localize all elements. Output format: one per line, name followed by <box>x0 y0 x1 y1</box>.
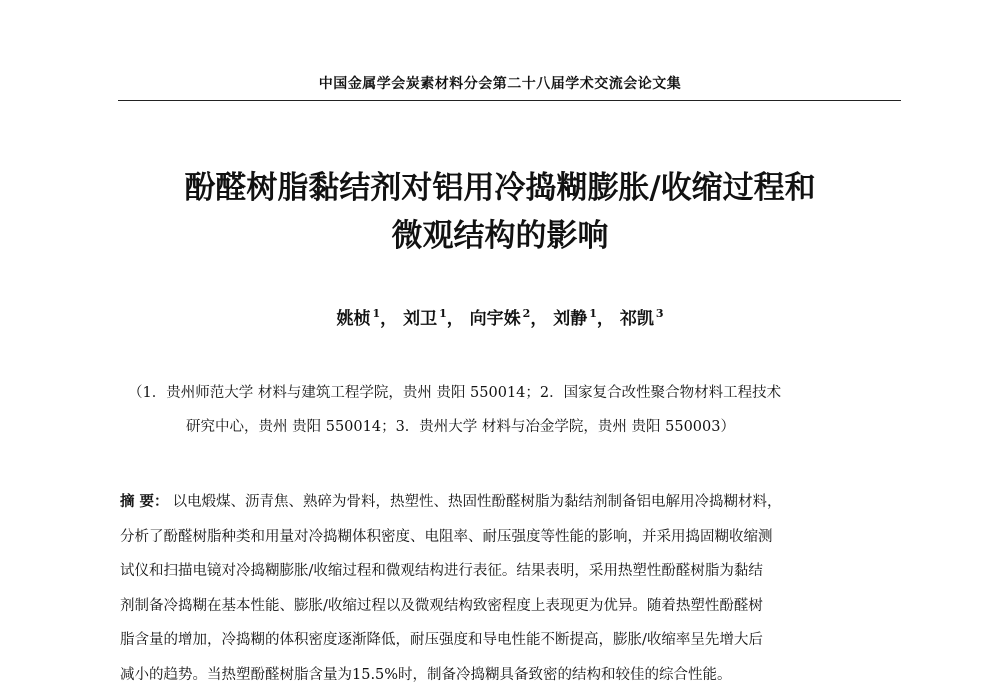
author: 向宇姝 <box>470 309 521 329</box>
paper-title <box>0 164 1000 260</box>
abstract-label: 摘 要： <box>120 494 169 510</box>
author: 祁凯 <box>620 309 654 329</box>
author-list: 姚桢 $^1$， 刘卫 $^1$， 向宇姝 $^2$， 刘静 $^1$， 祁凯 $^3$ <box>0 304 1000 329</box>
abstract-line: 脂含量的增加，冷捣糊的体积密度逐渐降低，耐压强度和导电性能不断提高，膨胀/收缩率呈先增大后 <box>120 623 910 658</box>
abstract-line: 分析了酚醛树脂种类和用量对冷捣糊体积密度、电阻率、耐压强度等性能的影响，并采用捣固糊收缩测 <box>120 520 910 555</box>
title-line-2: 微观结构的影响 <box>0 212 1000 260</box>
affiliation-line-2: 研究中心，贵州 贵阳 550014；3．贵州大学 材料与冶金学院，贵州 贵阳 550003） <box>128 410 888 444</box>
author-affiliation-mark: 1 <box>589 307 597 320</box>
title-line-1: 酚醛树脂黏结剂对铝用冷捣糊膨胀/收缩过程和 <box>0 164 1000 212</box>
author: 姚桢 <box>337 309 371 329</box>
abstract <box>120 485 910 692</box>
header-rule <box>118 100 901 101</box>
proceedings-header: 中国金属学会炭素材料分会第二十八届学术交流会论文集 <box>0 73 1000 93</box>
author-affiliation-mark: 1 <box>439 307 447 320</box>
abstract-line: 减小的趋势。当热塑酚醛树脂含量为15.5%时，制备冷捣糊具备致密的结构和较佳的综合性能。 <box>120 658 910 692</box>
affiliations <box>128 376 888 444</box>
abstract-text: 以电煅煤、沥青焦、熟碎为骨料，热塑性、热固性酚醛树脂为黏结剂制备铝电解用冷捣糊材料， <box>173 494 782 510</box>
author: 刘卫 <box>403 309 437 329</box>
abstract-line <box>120 485 910 520</box>
author-affiliation-mark: 2 <box>523 307 531 320</box>
abstract-line: 剂制备冷捣糊在基本性能、膨胀/收缩过程以及微观结构致密程度上表现更为优异。随着热塑性酚醛树 <box>120 589 910 624</box>
author-affiliation-mark: 1 <box>373 307 381 320</box>
abstract-line: 试仪和扫描电镜对冷捣糊膨胀/收缩过程和微观结构进行表征。结果表明，采用热塑性酚醛树脂为黏结 <box>120 554 910 589</box>
author: 刘静 <box>553 309 587 329</box>
affiliation-line-1: （1．贵州师范大学 材料与建筑工程学院，贵州 贵阳 550014；2．国家复合改性聚合物材料工程技术 <box>128 376 888 410</box>
author-affiliation-mark: 3 <box>656 307 664 320</box>
